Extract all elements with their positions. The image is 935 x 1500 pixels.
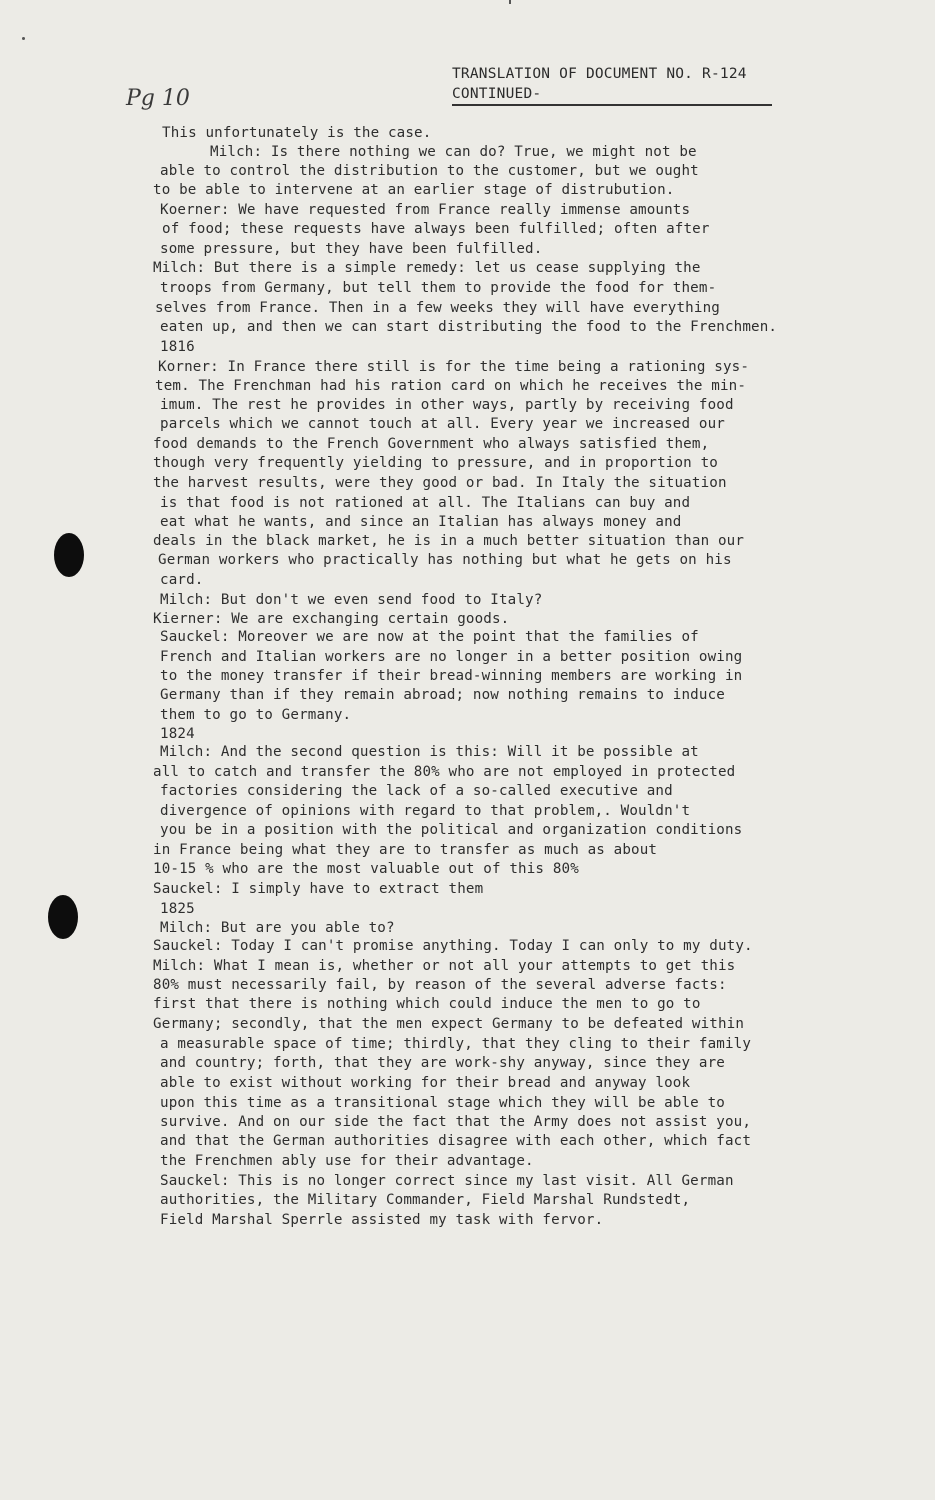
text-line: a measurable space of time; thirdly, that they cling to their family [160, 1036, 752, 1052]
text-line: imum. The rest he provides in other ways, partly by receiving food [160, 397, 734, 413]
text-line: Korner: In France there still is for the time being a rationing sys- [158, 359, 750, 375]
text-line: 1824 [160, 726, 195, 742]
text-line: is that food is not rationed at all. The Italians can buy and [160, 495, 691, 511]
top-tick [509, 0, 511, 4]
text-line: and country; forth, that they are work-shy anyway, since they are [160, 1055, 725, 1071]
text-line: Sauckel: I simply have to extract them [153, 881, 484, 897]
text-line: in France being what they are to transfer as much as about [153, 842, 658, 858]
text-line: eat what he wants, and since an Italian has always money and [160, 514, 682, 530]
continued-label: CONTINUED- [452, 86, 542, 102]
text-line: troops from Germany, but tell them to provide the food for them- [160, 280, 717, 296]
header-underline [452, 104, 772, 106]
text-line: first that there is nothing which could induce the men to go to [153, 996, 701, 1012]
text-line: French and Italian workers are no longer in a better position owing [160, 649, 743, 665]
text-line: of food; these requests have always been fulfilled; often after [162, 221, 710, 237]
text-line: factories considering the lack of a so-called executive and [160, 783, 673, 799]
text-line: German workers who practically has nothing but what he gets on his [158, 552, 732, 568]
text-line: upon this time as a transitional stage which they will be able to [160, 1095, 725, 1111]
text-line: survive. And on our side the fact that the Army does not assist you, [160, 1114, 752, 1130]
text-line: the harvest results, were they good or bad. In Italy the situation [153, 475, 727, 491]
text-line: Sauckel: This is no longer correct since my last visit. All German [160, 1173, 734, 1189]
text-line: authorities, the Military Commander, Field Marshal Rundstedt, [160, 1192, 691, 1208]
text-line: though very frequently yielding to pressure, and in proportion to [153, 455, 718, 471]
text-line: Sauckel: Today I can't promise anything. Today I can only to my duty. [153, 938, 753, 954]
text-line: 1816 [160, 339, 195, 355]
text-line: Kierner: We are exchanging certain goods. [153, 611, 510, 627]
text-line: able to exist without working for their bread and anyway look [160, 1075, 691, 1091]
text-line: parcels which we cannot touch at all. Every year we increased our [160, 416, 725, 432]
text-line: deals in the black market, he is in a much better situation than our [153, 533, 745, 549]
text-line: divergence of opinions with regard to that problem,. Wouldn't [160, 803, 691, 819]
top-speck [22, 37, 25, 40]
document-title: TRANSLATION OF DOCUMENT NO. R-124 [452, 66, 747, 82]
text-line: some pressure, but they have been fulfilled. [160, 241, 543, 257]
text-line: them to go to Germany. [160, 707, 352, 723]
text-line: Milch: And the second question is this: Will it be possible at [160, 744, 699, 760]
text-line: Germany; secondly, that the men expect Germany to be defeated within [153, 1016, 745, 1032]
text-line: food demands to the French Government who always satisfied them, [153, 436, 710, 452]
text-line: the Frenchmen ably use for their advantage. [160, 1153, 534, 1169]
text-line: 10-15 % who are the most valuable out of this 80% [153, 861, 579, 877]
text-line: you be in a position with the political and organization conditions [160, 822, 743, 838]
text-line: Sauckel: Moreover we are now at the point that the families of [160, 629, 699, 645]
text-line: 80% must necessarily fail, by reason of the several adverse facts: [153, 977, 727, 993]
text-line: able to control the distribution to the customer, but we ought [160, 163, 699, 179]
text-line: and that the German authorities disagree with each other, which fact [160, 1133, 752, 1149]
text-line: tem. The Frenchman had his ration card on which he receives the min- [155, 378, 747, 394]
text-line: Milch: But don't we even send food to Italy? [160, 592, 543, 608]
text-line: to the money transfer if their bread-winning members are working in [160, 668, 743, 684]
text-line: Milch: What I mean is, whether or not all your attempts to get this [153, 958, 736, 974]
text-line: to be able to intervene at an earlier stage of distrubution. [153, 182, 675, 198]
text-line: This unfortunately is the case. [162, 125, 432, 141]
text-line: Koerner: We have requested from France really immense amounts [160, 202, 691, 218]
text-line: selves from France. Then in a few weeks they will have everything [155, 300, 720, 316]
text-line: 1825 [160, 901, 195, 917]
text-line: eaten up, and then we can start distributing the food to the Frenchmen. [160, 319, 778, 335]
text-line: Milch: Is there nothing we can do? True, we might not be [210, 144, 697, 160]
document-header [452, 64, 772, 106]
text-line: all to catch and transfer the 80% who are not employed in protected [153, 764, 736, 780]
text-line: card. [160, 572, 204, 588]
text-line: Germany than if they remain abroad; now nothing remains to induce [160, 687, 725, 703]
punch-hole-upper [54, 533, 84, 577]
text-line: Field Marshal Sperrle assisted my task with fervor. [160, 1212, 604, 1228]
text-line: Milch: But there is a simple remedy: let us cease supplying the [153, 260, 701, 276]
text-line: Milch: But are you able to? [160, 920, 395, 936]
punch-hole-lower [48, 895, 78, 939]
handwritten-page-number: Pg 10 [126, 86, 190, 111]
